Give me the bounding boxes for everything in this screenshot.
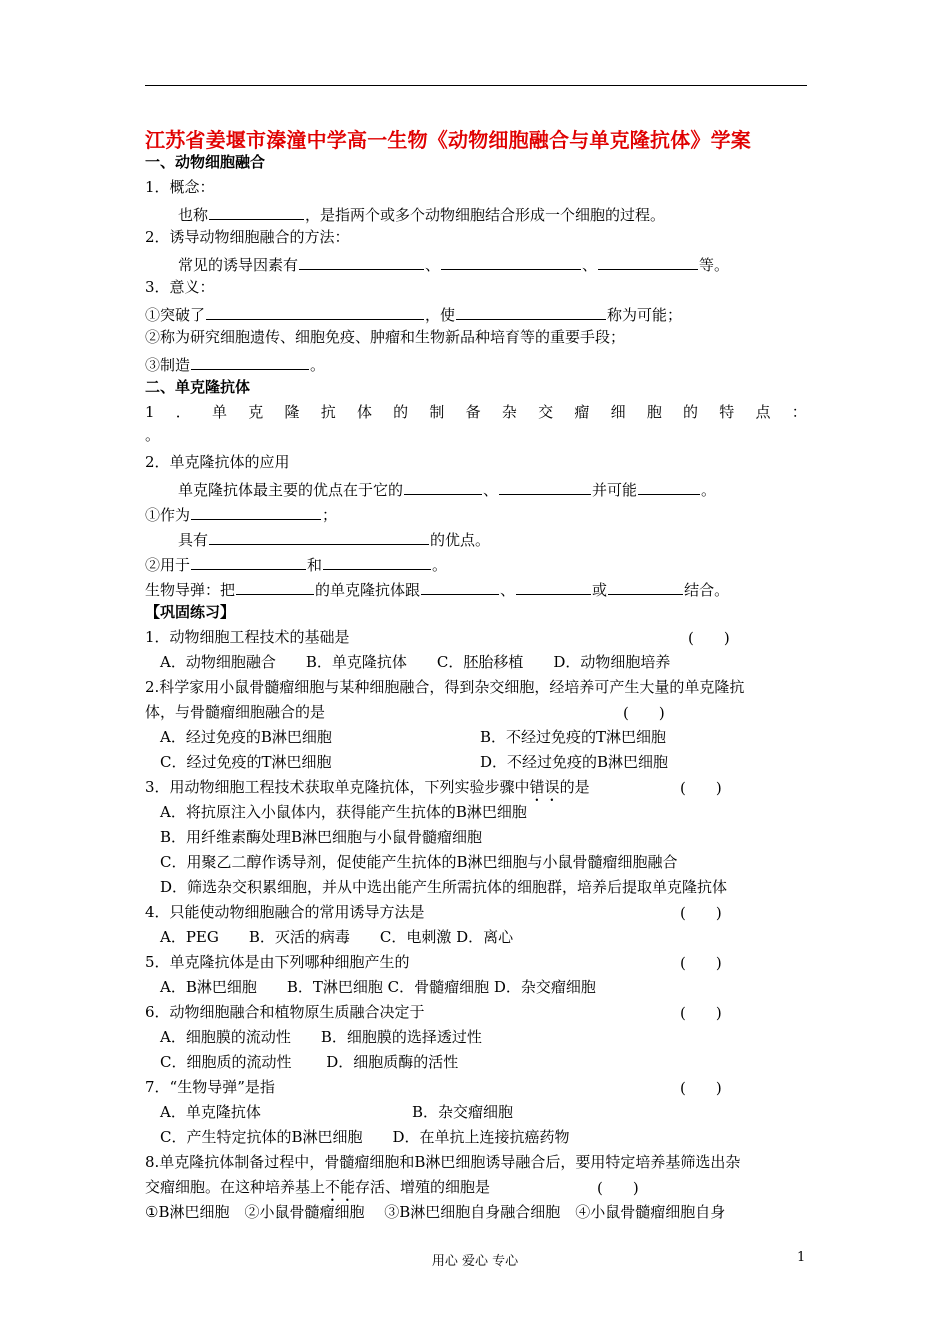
- use-item-2: ②用于 和 。: [145, 552, 447, 574]
- q6-options-2: C．细胞质的流动性 D．细胞质酶的活性: [160, 1053, 459, 1071]
- page-number: 1: [797, 1250, 806, 1265]
- q4-stem: 4．只能使动物细胞融合的常用诱导方法是: [145, 903, 425, 921]
- blank[interactable]: [421, 577, 499, 595]
- application-label: 2．单克隆抗体的应用: [145, 453, 290, 471]
- meaning-label: 3．意义：: [145, 278, 215, 296]
- q1-stem: 1．动物细胞工程技术的基础是: [145, 628, 350, 646]
- feature-char: 瘤: [574, 403, 590, 421]
- feature-char: 体: [356, 403, 372, 421]
- answer-paren[interactable]: ( ): [680, 904, 722, 922]
- feature-char: 抗: [320, 403, 336, 421]
- q3-option-d: D．筛选杂交积累细胞，并从中选出能产生所需抗体的细胞群，培养后提取单克隆抗体: [160, 878, 728, 896]
- blank[interactable]: [638, 477, 700, 495]
- methods-line: 常见的诱导因素有 、 、 等。: [178, 252, 729, 274]
- feature-char: 克: [248, 403, 264, 421]
- feature-char: 的: [683, 403, 699, 421]
- meaning-item-1: ①突破了 ，使 称为可能；: [145, 302, 682, 324]
- blank[interactable]: [456, 302, 606, 320]
- blank[interactable]: [209, 202, 304, 220]
- concept-label: 1．概念：: [145, 178, 215, 196]
- feature-end: 。: [145, 426, 161, 444]
- q7-option-a: A．单克隆抗体: [160, 1103, 261, 1121]
- q3-option-c: C．用聚乙二醇作诱导剂，促使能产生抗体的B淋巴细胞与小鼠骨髓瘤细胞融合: [160, 853, 678, 871]
- q7-options-2: C．产生特定抗体的B淋巴细胞 D．在单抗上连接抗癌药物: [160, 1128, 570, 1146]
- answer-paren[interactable]: ( ): [680, 1004, 722, 1022]
- q2-stem-2: 体，与骨髓瘤细胞融合的是: [145, 703, 326, 721]
- blank[interactable]: [441, 252, 581, 270]
- blank[interactable]: [236, 577, 314, 595]
- meaning-item-3: ③制造 。: [145, 352, 325, 374]
- feature-char: 1: [145, 403, 155, 421]
- blank[interactable]: [516, 577, 591, 595]
- q2-option-a: A．经过免疫的B淋巴细胞: [160, 728, 332, 746]
- answer-paren[interactable]: ( ): [680, 1079, 722, 1097]
- feature-char: 点: [755, 403, 771, 421]
- concept-line: 也称 ，是指两个或多个动物细胞结合形成一个细胞的过程。: [178, 202, 665, 224]
- feature-char: 隆: [284, 403, 300, 421]
- q5-options: A．B淋巴细胞 B．T淋巴细胞 C．骨髓瘤细胞 D．杂交瘤细胞: [160, 978, 596, 996]
- q4-options: A．PEG B．灭活的病毒 C．电刺激 D．离心: [160, 928, 514, 946]
- feature-char: 胞: [646, 403, 662, 421]
- feature-line: [145, 402, 807, 424]
- q7-stem: 7．“生物导弹”是指: [145, 1078, 275, 1096]
- q2-option-b: B．不经过免疫的T淋巴细胞: [480, 728, 667, 746]
- feature-char: 杂: [501, 403, 517, 421]
- q1-options: A．动物细胞融合 B．单克隆抗体 C．胚胎移植 D．动物细胞培养: [160, 653, 671, 671]
- blank[interactable]: [191, 552, 306, 570]
- q8-stem-1: 8.单克隆抗体制备过程中，骨髓瘤细胞和B淋巴细胞诱导融合后，要用特定培养基筛选出杂: [145, 1153, 741, 1171]
- feature-char: 交: [538, 403, 554, 421]
- blank[interactable]: [499, 477, 591, 495]
- meaning-item-2: ②称为研究细胞遗传、细胞免疫、肿瘤和生物新品种培育等的重要手段；: [145, 328, 626, 346]
- answer-paren[interactable]: ( ): [680, 954, 722, 972]
- q3-option-a: A．将抗原注入小鼠体内，获得能产生抗体的B淋巴细胞: [160, 803, 527, 821]
- q3-stem: 3．用动物细胞工程技术获取单克隆抗体，下列实验步骤中错误的是: [145, 778, 590, 796]
- blank[interactable]: [608, 577, 683, 595]
- page-footer: 用心 爱心 专心: [431, 1254, 519, 1269]
- have-line: 具有 的优点。: [178, 527, 490, 549]
- q3-option-b: B．用纤维素酶处理B淋巴细胞与小鼠骨髓瘤细胞: [160, 828, 483, 846]
- feature-char: 的: [393, 403, 409, 421]
- q6-stem: 6．动物细胞融合和植物原生质融合决定于: [145, 1003, 425, 1021]
- blank[interactable]: [191, 502, 321, 520]
- missile-line: 生物导弹：把 的单克隆抗体跟 、 或 结合。: [145, 577, 729, 599]
- blank[interactable]: [191, 352, 309, 370]
- feature-char: 细: [610, 403, 626, 421]
- blank[interactable]: [323, 552, 431, 570]
- use-item-1: ①作为 ；: [145, 502, 337, 524]
- methods-label: 2．诱导动物细胞融合的方法：: [145, 228, 350, 246]
- feature-char: ．: [175, 403, 191, 421]
- section1-heading: 一、动物细胞融合: [145, 153, 266, 171]
- q2-option-d: D．不经过免疫的B淋巴细胞: [480, 753, 669, 771]
- blank[interactable]: [209, 527, 429, 545]
- advantage-line: 单克隆抗体最主要的优点在于它的 、 并可能 。: [178, 477, 716, 499]
- feature-char: 备: [465, 403, 481, 421]
- section2-heading: 二、单克隆抗体: [145, 378, 251, 396]
- feature-char: ：: [791, 403, 807, 421]
- practice-heading: 【巩固练习】: [145, 603, 236, 621]
- q2-option-c: C．经过免疫的T淋巴细胞: [160, 753, 332, 771]
- q8-options: ①B淋巴细胞 ②小鼠骨髓瘤细胞 ③B淋巴细胞自身融合细胞 ④小鼠骨髓瘤细胞自身: [145, 1203, 726, 1221]
- answer-paren[interactable]: ( ): [680, 779, 722, 797]
- document-title: 江苏省姜堰市溱潼中学高一生物《动物细胞融合与单克隆抗体》学案: [145, 128, 751, 152]
- blank[interactable]: [404, 477, 482, 495]
- q8-stem-2: 交瘤细胞。在这种培养基上不能存活、增殖的细胞是: [145, 1178, 491, 1196]
- feature-char: 制: [429, 403, 445, 421]
- feature-char: 特: [719, 403, 735, 421]
- q6-options-1: A．细胞膜的流动性 B．细胞膜的选择透过性: [160, 1028, 482, 1046]
- q7-option-b: B．杂交瘤细胞: [412, 1103, 514, 1121]
- answer-paren[interactable]: ( ): [688, 629, 730, 647]
- header-rule: [145, 85, 807, 86]
- blank[interactable]: [598, 252, 698, 270]
- blank[interactable]: [299, 252, 424, 270]
- answer-paren[interactable]: ( ): [597, 1179, 639, 1197]
- feature-char: 单: [212, 403, 228, 421]
- q5-stem: 5．单克隆抗体是由下列哪种细胞产生的: [145, 953, 410, 971]
- q2-stem-1: 2.科学家用小鼠骨髓瘤细胞与某种细胞融合，得到杂交细胞，经培养可产生大量的单克隆抗: [145, 678, 745, 696]
- blank[interactable]: [206, 302, 424, 320]
- answer-paren[interactable]: ( ): [623, 704, 665, 722]
